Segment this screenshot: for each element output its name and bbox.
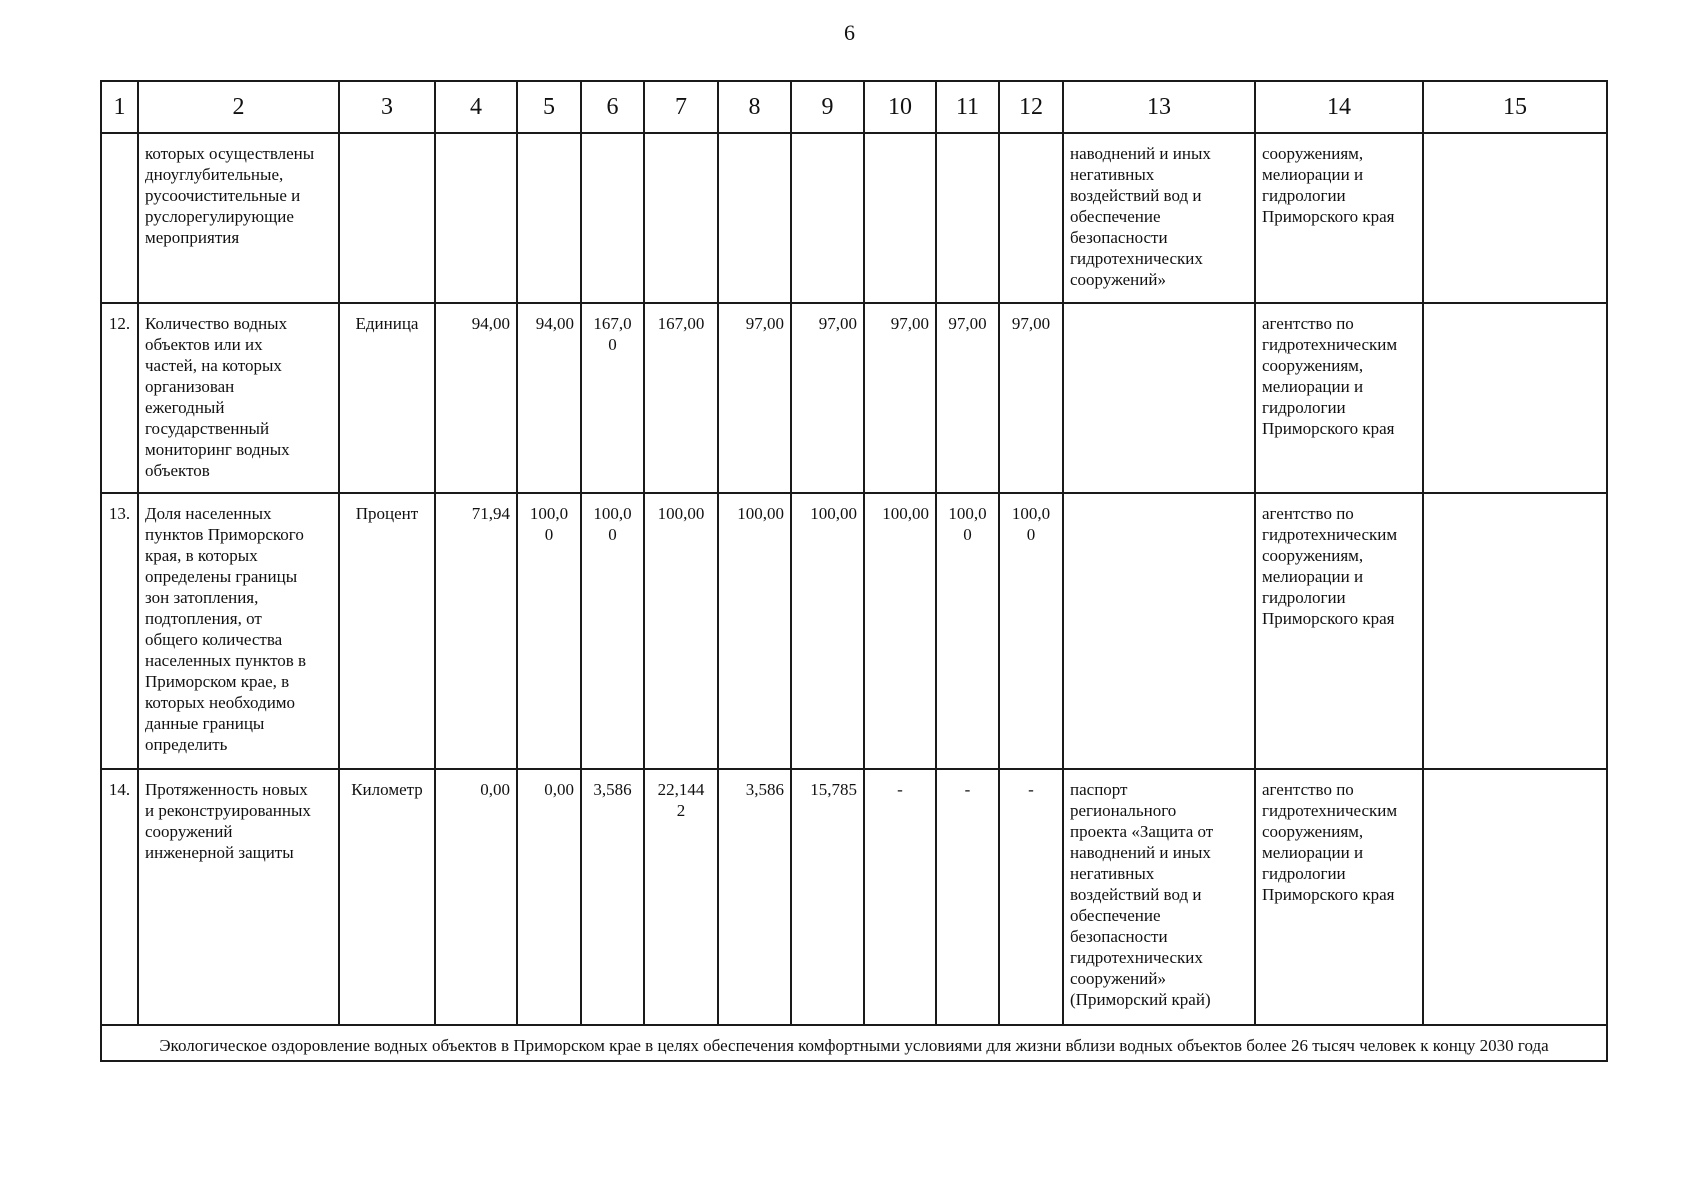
source-cell xyxy=(1063,493,1255,769)
column-header: 4 xyxy=(435,81,517,133)
page-number: 6 xyxy=(844,20,855,45)
value-cell xyxy=(435,133,517,303)
column-header: 6 xyxy=(581,81,644,133)
value-cell: 22,144 2 xyxy=(644,769,718,1025)
value-cell xyxy=(517,133,581,303)
value-cell xyxy=(791,133,864,303)
source-cell xyxy=(1063,303,1255,493)
table-row xyxy=(101,493,1607,769)
value-cell: 97,00 xyxy=(864,303,936,493)
column-header: 3 xyxy=(339,81,435,133)
value-cell: - xyxy=(999,769,1063,1025)
column-header: 5 xyxy=(517,81,581,133)
value-cell: 97,00 xyxy=(718,303,791,493)
value-cell: 100,00 xyxy=(864,493,936,769)
value-cell: 167,00 xyxy=(644,303,718,493)
notes-cell xyxy=(1423,493,1607,769)
responsible-cell: сооружениям, мелиорации и гидрологии Приморского края xyxy=(1255,133,1423,303)
value-cell: 97,00 xyxy=(936,303,999,493)
section-heading: Экологическое оздоровление водных объектов в Приморском крае в целях обеспечения комфортными условиями для жизни вблизи водных объектов более 26 тысяч человек к концу 2030 года xyxy=(101,1025,1607,1061)
column-header: 2 xyxy=(138,81,339,133)
value-cell xyxy=(999,133,1063,303)
column-header: 8 xyxy=(718,81,791,133)
column-header: 14 xyxy=(1255,81,1423,133)
responsible-cell: агентство по гидротехническим сооружениям, мелиорации и гидрологии Приморского края xyxy=(1255,303,1423,493)
column-header: 1 xyxy=(101,81,138,133)
indicator-name: Протяженность новых и реконструированных сооружений инженерной защиты xyxy=(138,769,339,1025)
notes-cell xyxy=(1423,303,1607,493)
value-cell: 100,00 xyxy=(718,493,791,769)
responsible-cell: агентство по гидротехническим сооружениям, мелиорации и гидрологии Приморского края xyxy=(1255,769,1423,1025)
indicator-name: Доля населенных пунктов Приморского края, в которых определены границы зон затопления, подтопления, от общего количества населенных пунктов в Приморском крае, в которых необходимо данные границы определить xyxy=(138,493,339,769)
table-row xyxy=(101,769,1607,1025)
indicator-name: которых осуществлены дноуглубительные, русоочистительные и руслорегулирующие мероприятия xyxy=(138,133,339,303)
value-cell xyxy=(644,133,718,303)
column-header: 11 xyxy=(936,81,999,133)
row-number: 12. xyxy=(101,303,138,493)
value-cell: - xyxy=(864,769,936,1025)
column-header: 10 xyxy=(864,81,936,133)
table-row xyxy=(101,303,1607,493)
value-cell: 100,0 0 xyxy=(999,493,1063,769)
row-number xyxy=(101,133,138,303)
value-cell: 94,00 xyxy=(435,303,517,493)
value-cell xyxy=(936,133,999,303)
value-cell: - xyxy=(936,769,999,1025)
column-header: 12 xyxy=(999,81,1063,133)
unit-cell: Единица xyxy=(339,303,435,493)
unit-cell xyxy=(339,133,435,303)
value-cell xyxy=(864,133,936,303)
responsible-cell: агентство по гидротехническим сооружениям, мелиорации и гидрологии Приморского края xyxy=(1255,493,1423,769)
indicators-table xyxy=(100,80,1608,1062)
row-number: 14. xyxy=(101,769,138,1025)
value-cell: 167,0 0 xyxy=(581,303,644,493)
row-number: 13. xyxy=(101,493,138,769)
column-header: 7 xyxy=(644,81,718,133)
section-heading-row xyxy=(101,1025,1607,1061)
value-cell: 100,00 xyxy=(791,493,864,769)
value-cell: 0,00 xyxy=(517,769,581,1025)
value-cell xyxy=(718,133,791,303)
unit-cell: Километр xyxy=(339,769,435,1025)
value-cell: 71,94 xyxy=(435,493,517,769)
column-header: 15 xyxy=(1423,81,1607,133)
value-cell: 100,0 0 xyxy=(517,493,581,769)
notes-cell xyxy=(1423,769,1607,1025)
column-header: 9 xyxy=(791,81,864,133)
value-cell xyxy=(581,133,644,303)
notes-cell xyxy=(1423,133,1607,303)
value-cell: 100,0 0 xyxy=(581,493,644,769)
unit-cell: Процент xyxy=(339,493,435,769)
source-cell: паспорт регионального проекта «Защита от наводнений и иных негативных воздействий вод и обеспечение безопасности гидротехнических сооружений» (Приморский край) xyxy=(1063,769,1255,1025)
value-cell: 3,586 xyxy=(718,769,791,1025)
value-cell: 100,00 xyxy=(644,493,718,769)
header-row xyxy=(101,81,1607,133)
table-row xyxy=(101,133,1607,303)
value-cell: 15,785 xyxy=(791,769,864,1025)
indicator-name: Количество водных объектов или их частей, на которых организован ежегодный государственный мониторинг водных объектов xyxy=(138,303,339,493)
value-cell: 3,586 xyxy=(581,769,644,1025)
value-cell: 97,00 xyxy=(791,303,864,493)
value-cell: 0,00 xyxy=(435,769,517,1025)
source-cell: наводнений и иных негативных воздействий вод и обеспечение безопасности гидротехнических сооружений» xyxy=(1063,133,1255,303)
value-cell: 94,00 xyxy=(517,303,581,493)
column-header: 13 xyxy=(1063,81,1255,133)
value-cell: 97,00 xyxy=(999,303,1063,493)
value-cell: 100,0 0 xyxy=(936,493,999,769)
